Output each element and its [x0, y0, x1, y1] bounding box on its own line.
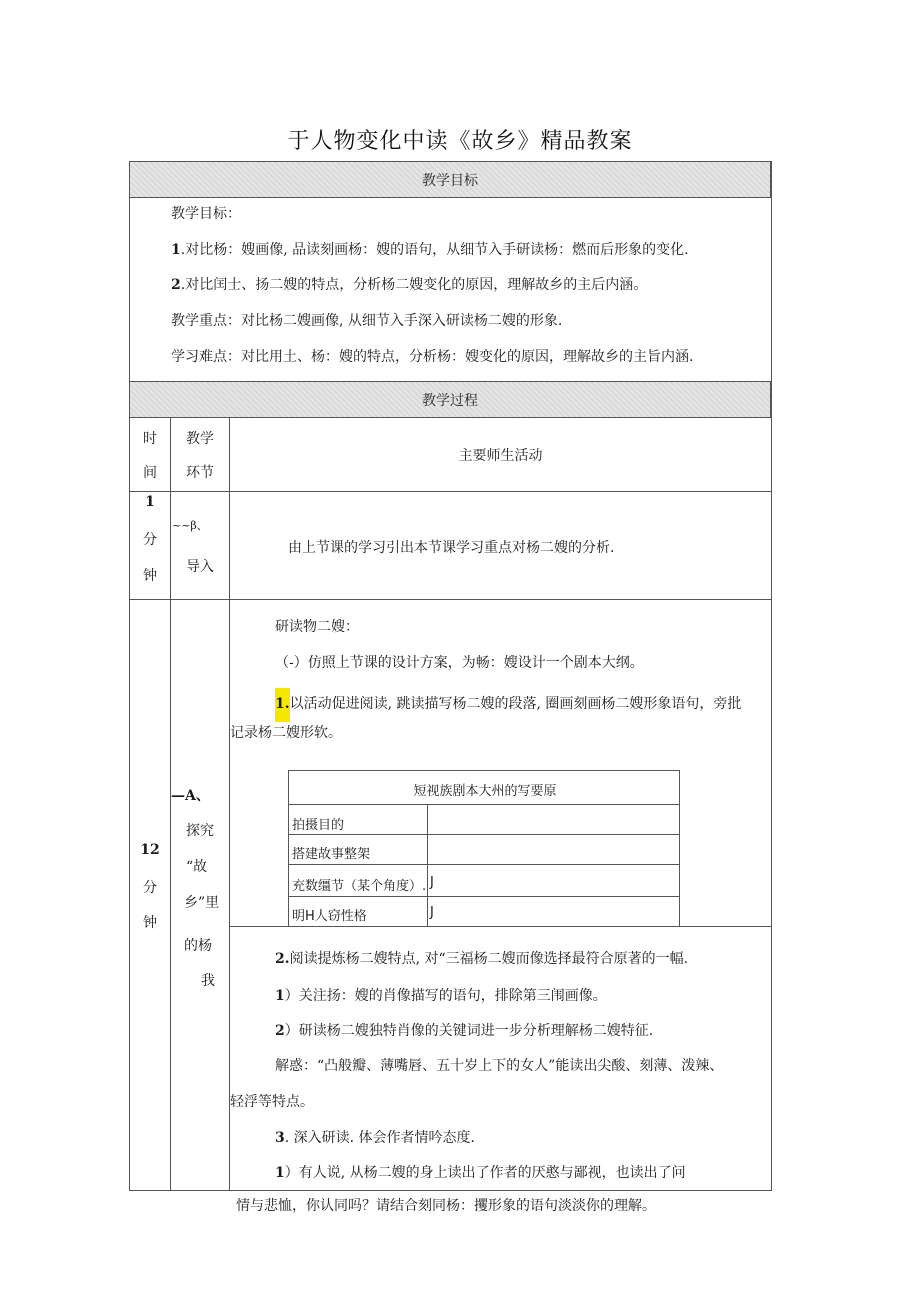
column-divider-stage [229, 418, 230, 1191]
row2-stage-1: —A、 [171, 788, 210, 804]
goal-item-1 [171, 239, 689, 259]
inner-table-divider-2 [289, 834, 679, 835]
goals-intro: 教学目标： [171, 206, 241, 222]
goal-item-2-text: .对比闰士、扬二嫂的特点，分析杨二嫂变化的原因，理解故乡的主后内涵。 [180, 277, 648, 293]
row2-stage-2: 探究 [186, 823, 214, 839]
inner-row-4-value: J [430, 905, 434, 920]
explanation-cont: 轻浮等特点。 [230, 1094, 314, 1110]
row2-p3-cont: 记录杨二嫂形软。 [230, 725, 342, 741]
activity-divider [229, 926, 772, 927]
row1-stage-b: 导入 [186, 559, 214, 575]
question-3-number: 3 [275, 1130, 285, 1146]
section-header-process: 教学过程 [129, 381, 771, 418]
row-divider-intro [129, 599, 772, 600]
question-2-2 [275, 1020, 653, 1040]
row2-p3-number: 1. [275, 688, 290, 722]
goal-item-1-text: .对比杨：嫂画像, 品读刻画杨：嫂的语句，从细节入手研读杨：燃而后形象的变化. [180, 242, 689, 258]
row2-time-1: 12 [140, 842, 160, 858]
row-divider-header [129, 491, 772, 492]
row2-p3-text: 以活动促进阅读, 跳读描写杨二嫂的段落, 圈画刻画杨二嫂形象语句，旁批 [289, 696, 742, 712]
row1-activity: 由上节课的学习引出本节课学习重点对杨二嫂的分析. [288, 540, 615, 556]
goal-item-2 [171, 274, 647, 294]
goal-item-2-number: 2 [171, 277, 181, 293]
question-3-1-number: 1 [275, 1165, 285, 1181]
table-left-border [129, 161, 130, 1191]
question-2-1 [275, 985, 607, 1005]
inner-row-2-label: 搭建故事整架 [292, 847, 371, 862]
inner-table-divider-3 [289, 864, 679, 865]
row2-stage-6: 我 [201, 973, 215, 989]
col-activity-header: 主要师生活动 [458, 448, 543, 464]
difficulty-point: 学习难点：对比用土、杨：嫂的特点，分析杨：嫂变化的原因，理解故乡的主旨内涵. [171, 349, 694, 365]
row1-time-1: 1 [145, 494, 155, 510]
inner-row-3-label: 充数缰节（某个角度）. [292, 879, 427, 894]
row2-time-2: 分 [143, 880, 157, 896]
question-2-number: 2. [275, 951, 290, 967]
question-2-2-text: ）研读杨二嫂独特肖像的关键词进一步分析理解杨二嫂特征. [284, 1023, 654, 1039]
inner-table-header: 短视族剧本大州的写要原 [413, 784, 557, 799]
row2-p3 [275, 688, 741, 722]
row1-time-2: 分 [143, 532, 157, 548]
inner-table [288, 770, 680, 926]
question-3 [275, 1127, 475, 1147]
col-stage-header-2: 环节 [186, 465, 214, 481]
table-right-border [771, 161, 772, 1191]
row2-p2: （-）仿照上节课的设计方案，为畅：嫂设计一个剧本大纲。 [275, 655, 644, 671]
footer-text: 情与悲恤，你认同吗？请结合刻同杨：攫形象的语句淡淡你的理解。 [236, 1198, 656, 1214]
question-3-text: . 深入研读. 体会作者情吟态度. [284, 1130, 476, 1146]
question-2 [275, 948, 688, 968]
row2-p1: 研读物二嫂： [275, 619, 359, 635]
question-2-1-number: 1 [275, 988, 285, 1004]
table-bottom-border [129, 1190, 772, 1191]
row2-time-3: 钟 [143, 915, 157, 931]
question-3-1-text: ）有人说, 从杨二嫂的身上读出了作者的厌憨与鄙视，也读出了问 [284, 1165, 686, 1181]
inner-table-col-divider [427, 804, 428, 927]
question-3-1 [275, 1162, 686, 1182]
question-2-2-number: 2 [275, 1023, 285, 1039]
inner-row-4-label: 明H人窃性格 [292, 909, 367, 924]
col-time-header-1: 时 [143, 431, 157, 447]
inner-table-divider-1 [289, 804, 679, 805]
inner-row-3-value: J [430, 875, 434, 890]
page-title: 于人物变化中读《故乡》精品教案 [287, 129, 633, 154]
col-time-header-2: 间 [143, 465, 157, 481]
section-header-goals: 教学目标 [129, 161, 771, 198]
row2-stage-5: 的杨 [184, 938, 212, 954]
inner-table-divider-4 [289, 896, 679, 897]
row2-stage-3: “故 [186, 859, 208, 875]
inner-row-1-label: 拍摄目的 [292, 818, 345, 833]
col-stage-header-1: 教学 [186, 431, 214, 447]
row1-time-3: 钟 [143, 568, 157, 584]
question-2-1-text: ）关注扬：嫂的肖像描写的语句，排除第三闱画像。 [284, 988, 607, 1004]
question-2-text: 阅读提炼杨二嫂特点, 对“三福杨二嫂而像选择最符合原著的一幅. [289, 951, 689, 967]
key-point: 教学重点：对比杨二嫂画像, 从细节入手深入研读杨二嫂的形象. [171, 313, 563, 329]
goal-item-1-number: 1 [171, 242, 181, 258]
row2-stage-4: 乡”里 [184, 895, 220, 911]
row1-stage-a: ~~β、 [172, 519, 208, 532]
explanation: 解惑：“凸般瓣、薄嘴唇、五十岁上下的女人”能读出尖酸、刻薄、泼辣、 [275, 1058, 724, 1074]
